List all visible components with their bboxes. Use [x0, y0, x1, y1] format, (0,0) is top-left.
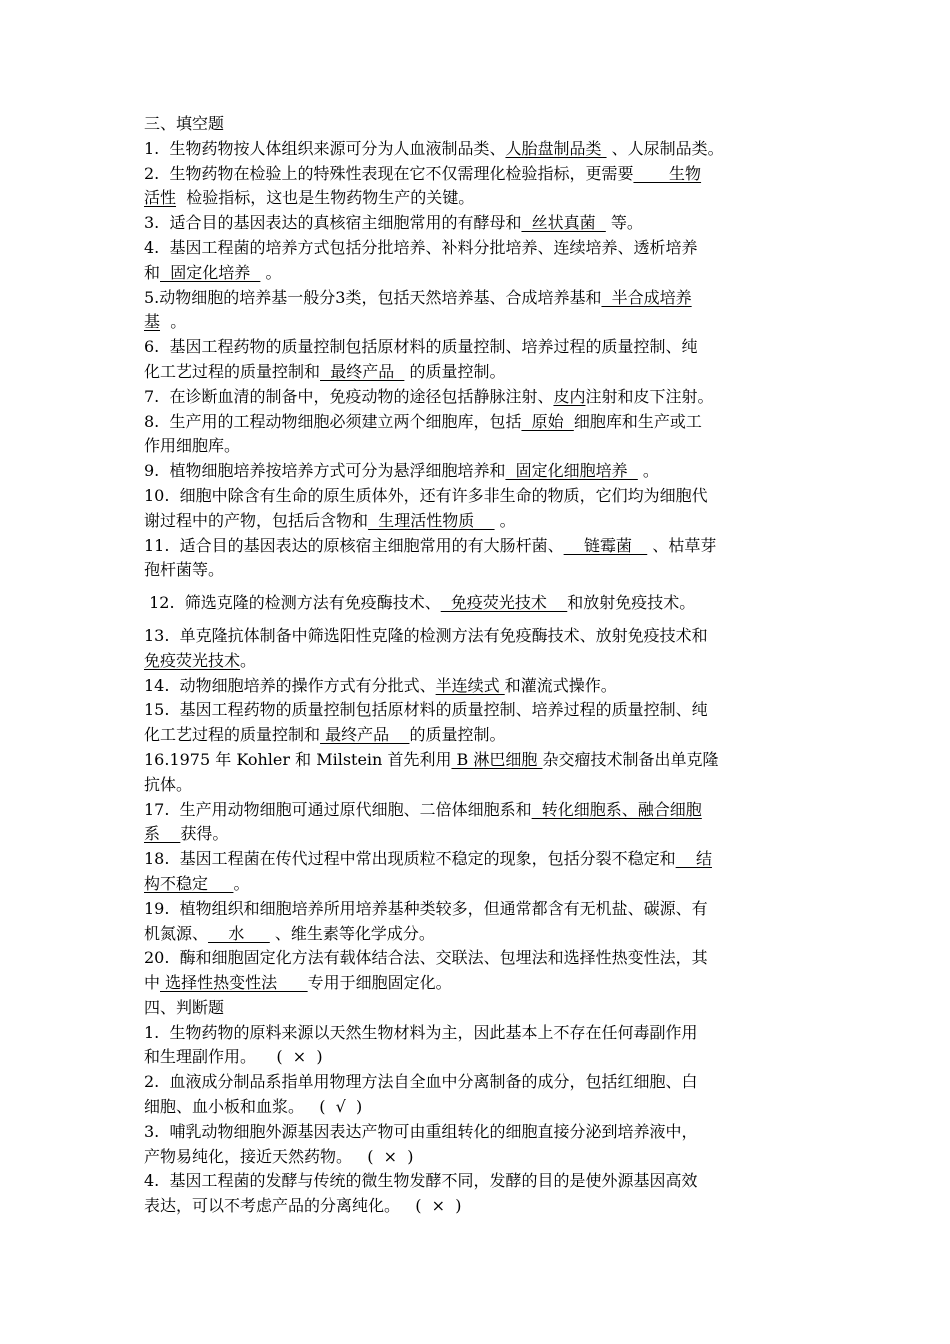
text-line: [144, 1021, 810, 1046]
text-run: 。: [260, 262, 282, 282]
text-run: 和放射免疫技术。: [567, 593, 696, 613]
text-run: 2. 生物药物在检验上的特殊性表现在它不仅需理化检验指标，更需要: [144, 163, 634, 183]
text-line: [144, 773, 810, 798]
text-line: [144, 1095, 810, 1120]
text-line: [144, 946, 810, 971]
text-run: 16.1975 年 Kohler 和 Milstein 首先利用: [144, 749, 452, 769]
text-run: 获得。: [180, 824, 229, 844]
text-run: 5.动物细胞的培养基一般分3类，包括天然培养基、合成培养基和: [144, 287, 602, 307]
text-run: 和生理副作用。 ( × ): [144, 1047, 323, 1067]
text-run: 6. 基因工程药物的质量控制包括原材料的质量控制、培养过程的质量控制、纯: [144, 337, 698, 357]
text-run: 12. 筛选克隆的检测方法有免疫酶技术、: [144, 593, 441, 613]
text-line: [144, 137, 810, 162]
text-line: [144, 996, 810, 1021]
text-run: 中: [144, 973, 161, 993]
answer-blank: 水: [208, 923, 270, 943]
text-line: [144, 1169, 810, 1194]
text-run: 四、判断题: [144, 997, 225, 1017]
text-line: [144, 624, 810, 649]
text-run: 1. 生物药物按人体组织来源可分为人血液制品类、: [144, 138, 506, 158]
answer-blank: 原始: [521, 411, 574, 431]
text-run: 、人尿制品类。: [606, 138, 724, 158]
text-line: [144, 434, 810, 459]
text-line: [144, 112, 810, 137]
document-page: [144, 112, 810, 1219]
answer-blank: 选择性热变性法: [160, 973, 308, 993]
text-run: 。: [160, 312, 187, 332]
text-line: [144, 872, 810, 897]
text-run: 20. 酶和细胞固定化方法有载体结合法、交联法、包埋法和选择性热变性法，其: [144, 948, 708, 968]
text-run: 的质量控制。: [404, 361, 506, 381]
text-line: [144, 1194, 810, 1219]
text-run: 化工艺过程的质量控制和: [144, 725, 321, 745]
text-run: 化工艺过程的质量控制和: [144, 361, 321, 381]
text-line: [144, 971, 810, 996]
text-run: 14. 动物细胞培养的操作方式有分批式、: [144, 675, 436, 695]
answer-blank: 活性: [144, 188, 177, 208]
text-run: 9. 植物细胞培养按培养方式可分为悬浮细胞培养和: [144, 461, 506, 481]
text-line: [144, 723, 810, 748]
answer-blank: 链霉菌: [563, 535, 648, 555]
text-run: 专用于细胞固定化。: [307, 973, 452, 993]
text-run: 细胞库和生产或工: [573, 411, 702, 431]
text-line: [144, 822, 810, 847]
text-run: 4. 基因工程菌的培养方式包括分批培养、补料分批培养、连续培养、透析培养: [144, 237, 698, 257]
text-run: 杂交瘤技术制备出单克隆: [542, 749, 719, 769]
text-run: 产物易纯化，接近天然药物。 ( × ): [144, 1146, 414, 1166]
text-line: [144, 261, 810, 286]
text-line: [144, 1145, 810, 1170]
text-line: [144, 922, 810, 947]
text-run: 机氮源、: [144, 923, 209, 943]
text-run: 等。: [605, 213, 643, 233]
text-run: 1. 生物药物的原料来源以天然生物材料为主，因此基本上不存在任何毒副作用: [144, 1022, 698, 1042]
text-run: 检验指标，这也是生物药物生产的关键。: [176, 188, 475, 208]
text-run: 11. 适合目的基因表达的原核宿主细胞常用的有大肠杆菌、: [144, 535, 564, 555]
answer-blank: 半连续式: [435, 675, 505, 695]
answer-blank: 免疫荧光技术: [440, 593, 568, 613]
text-run: 和: [144, 262, 161, 282]
text-run: 。: [637, 461, 659, 481]
text-run: 18. 基因工程菌在传代过程中常出现质粒不稳定的现象，包括分裂不稳定和: [144, 849, 676, 869]
text-line: [144, 360, 810, 385]
text-line: [144, 286, 810, 311]
spacer: [144, 616, 810, 624]
text-line: [144, 162, 810, 187]
text-run: 细胞、血小板和血浆。 ( √ ): [144, 1097, 363, 1117]
text-line: [144, 847, 810, 872]
text-line: [144, 310, 810, 335]
text-run: 15. 基因工程药物的质量控制包括原材料的质量控制、培养过程的质量控制、纯: [144, 700, 708, 720]
answer-blank: 最终产品: [320, 361, 405, 381]
text-run: 注射和皮下注射。: [585, 386, 714, 406]
text-run: 13. 单克隆抗体制备中筛选阳性克隆的检测方法有免疫酶技术、放射免疫技术和: [144, 625, 708, 645]
text-line: [144, 558, 810, 583]
answer-blank: 半合成培养: [601, 287, 692, 307]
answer-blank: 转化细胞系、融合细胞: [531, 799, 702, 819]
text-run: 的质量控制。: [409, 725, 506, 745]
text-line: [144, 335, 810, 360]
text-line: [144, 385, 810, 410]
text-line: [144, 484, 810, 509]
text-run: 19. 植物组织和细胞培养所用培养基种类较多，但通常都含有无机盐、碳源、有: [144, 898, 708, 918]
text-line: [144, 1045, 810, 1070]
text-line: [144, 509, 810, 534]
text-line: [144, 534, 810, 559]
text-line: [144, 236, 810, 261]
text-line: [144, 897, 810, 922]
text-line: [144, 211, 810, 236]
answer-blank: 基: [144, 312, 161, 332]
answer-blank: 生物: [633, 163, 702, 183]
text-line: [144, 410, 810, 435]
text-run: 三、填空题: [144, 114, 225, 133]
text-line: [144, 1070, 810, 1095]
answer-blank: 固定化细胞培养: [505, 461, 638, 481]
text-line: [144, 698, 810, 723]
text-run: 4. 基因工程菌的发酵与传统的微生物发酵不同，发酵的目的是使外源基因高效: [144, 1171, 698, 1191]
answer-blank: 最终产品: [320, 725, 410, 745]
text-run: 17. 生产用动物细胞可通过原代细胞、二倍体细胞系和: [144, 799, 532, 819]
text-run: 。: [240, 650, 257, 670]
text-line: [144, 459, 810, 484]
text-run: 、维生素等化学成分。: [269, 923, 435, 943]
text-line: [144, 186, 810, 211]
text-line: [144, 748, 810, 773]
answer-blank: 构不稳定: [144, 873, 234, 893]
text-run: 、枯草芽: [647, 535, 717, 555]
answer-blank: 系: [144, 824, 181, 844]
text-run: 。: [494, 510, 516, 530]
text-run: 3. 适合目的基因表达的真核宿主细胞常用的有酵母和: [144, 213, 522, 233]
text-run: 7. 在诊断血清的制备中，免疫动物的途径包括静脉注射、: [144, 386, 554, 406]
text-run: 3. 哺乳动物细胞外源基因表达产物可由重组转化的细胞直接分泌到培养液中，: [144, 1121, 698, 1141]
text-line: [144, 591, 810, 616]
answer-blank: 生理活性物质: [368, 510, 495, 530]
answer-blank: 皮内: [553, 386, 586, 406]
text-run: 表达，可以不考虑产品的分离纯化。 ( × ): [144, 1196, 462, 1216]
answer-blank: B 淋巴细胞: [451, 749, 543, 769]
answer-blank: 固定化培养: [160, 262, 261, 282]
text-run: 10. 细胞中除含有生命的原生质体外，还有许多非生命的物质，它们均为细胞代: [144, 485, 708, 505]
text-line: [144, 649, 810, 674]
text-run: 8. 生产用的工程动物细胞必须建立两个细胞库，包括: [144, 411, 522, 431]
text-run: 抗体。: [144, 774, 193, 794]
answer-blank: 结: [675, 849, 712, 869]
text-run: 。: [233, 873, 250, 893]
text-run: 2. 血液成分制品系指单用物理方法自全血中分离制备的成分，包括红细胞、白: [144, 1072, 698, 1092]
text-run: 孢杆菌等。: [144, 560, 225, 580]
text-run: 作用细胞库。: [144, 436, 241, 456]
text-line: [144, 674, 810, 699]
answer-blank: 人胎盘制品类: [505, 138, 607, 158]
answer-blank: 丝状真菌: [521, 213, 606, 233]
text-run: 和灌流式操作。: [504, 675, 617, 695]
text-run: 谢过程中的产物，包括后含物和: [144, 510, 369, 530]
answer-blank: 免疫荧光技术: [144, 650, 241, 670]
text-line: [144, 798, 810, 823]
text-line: [144, 1120, 810, 1145]
spacer: [144, 583, 810, 591]
